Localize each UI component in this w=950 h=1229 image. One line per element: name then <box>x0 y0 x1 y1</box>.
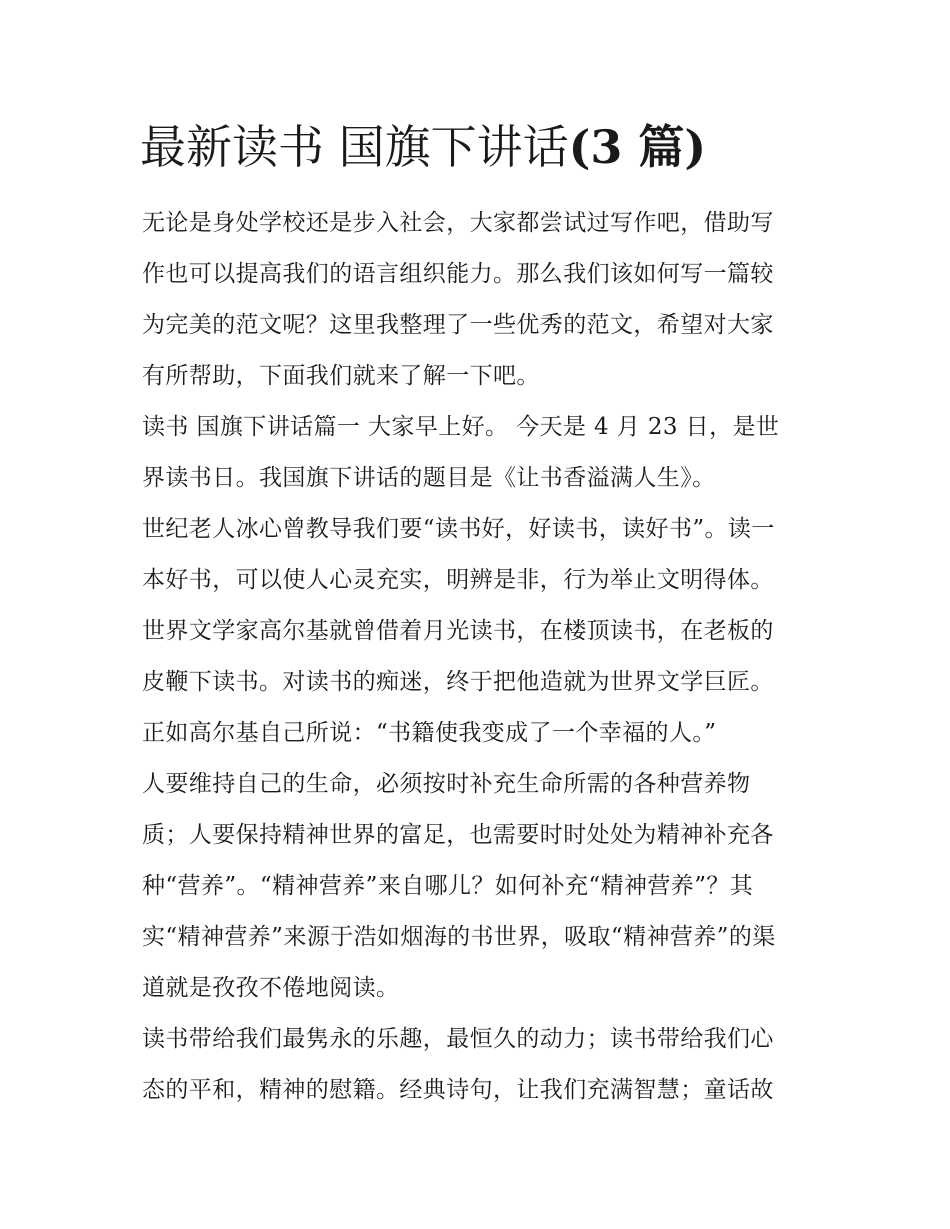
text-line: 界读书日。我国旗下讲话的题目是《让书香溢满人生》。 <box>142 465 716 491</box>
text-line: 皮鞭下读书。对读书的痴迷，终于把他造就为世界文学巨匠。 <box>142 669 774 695</box>
text-line: 作也可以提高我们的语言组织能力。那么我们该如何写一篇较 <box>142 261 774 287</box>
document-body <box>142 198 814 1116</box>
text-line: 世界文学家高尔基就曾借着月光读书，在楼顶读书，在老板的 <box>142 618 774 644</box>
text-line: 人要维持自己的生命，必须按时补充生命所需的各种营养物 <box>142 771 751 797</box>
text-line: 有所帮助，下面我们就来了解一下吧。 <box>142 363 540 389</box>
text-line: 无论是身处学校还是步入社会，大家都尝试过写作吧，借助写 <box>142 210 774 236</box>
text-line: 质；人要保持精神世界的富足，也需要时时处处为精神补充各 <box>142 822 774 848</box>
text-line: 读书带给我们最隽永的乐趣，最恒久的动力；读书带给我们心 <box>142 1026 774 1052</box>
title-suffix: (3 篇) <box>568 120 707 174</box>
text-line: 种“营养”。“精神营养”来自哪儿？如何补充“精神营养”？其 <box>142 873 754 899</box>
text-line: 正如高尔基自己所说：“书籍使我变成了一个幸福的人。” <box>142 720 717 746</box>
text-line: 道就是孜孜不倦地阅读。 <box>142 975 400 1001</box>
text-line: 读书 国旗下讲话篇一 大家早上好。 今天是 4 月 23 日，是世 <box>142 414 780 440</box>
title-main: 最新读书 国旗下讲话 <box>140 120 569 174</box>
text-line: 实“精神营养”来源于浩如烟海的书世界，吸取“精神营养”的渠 <box>142 924 776 950</box>
text-line: 本好书，可以使人心灵充实，明辨是非，行为举止文明得体。 <box>142 567 774 593</box>
text-line: 为完美的范文呢？这里我整理了一些优秀的范文，希望对大家 <box>142 312 774 338</box>
document-title <box>140 116 706 178</box>
text-line: 态的平和，精神的慰籍。经典诗句，让我们充满智慧；童话故 <box>142 1077 774 1103</box>
text-line: 世纪老人冰心曾教导我们要“读书好，好读书，读好书”。读一 <box>142 516 775 542</box>
